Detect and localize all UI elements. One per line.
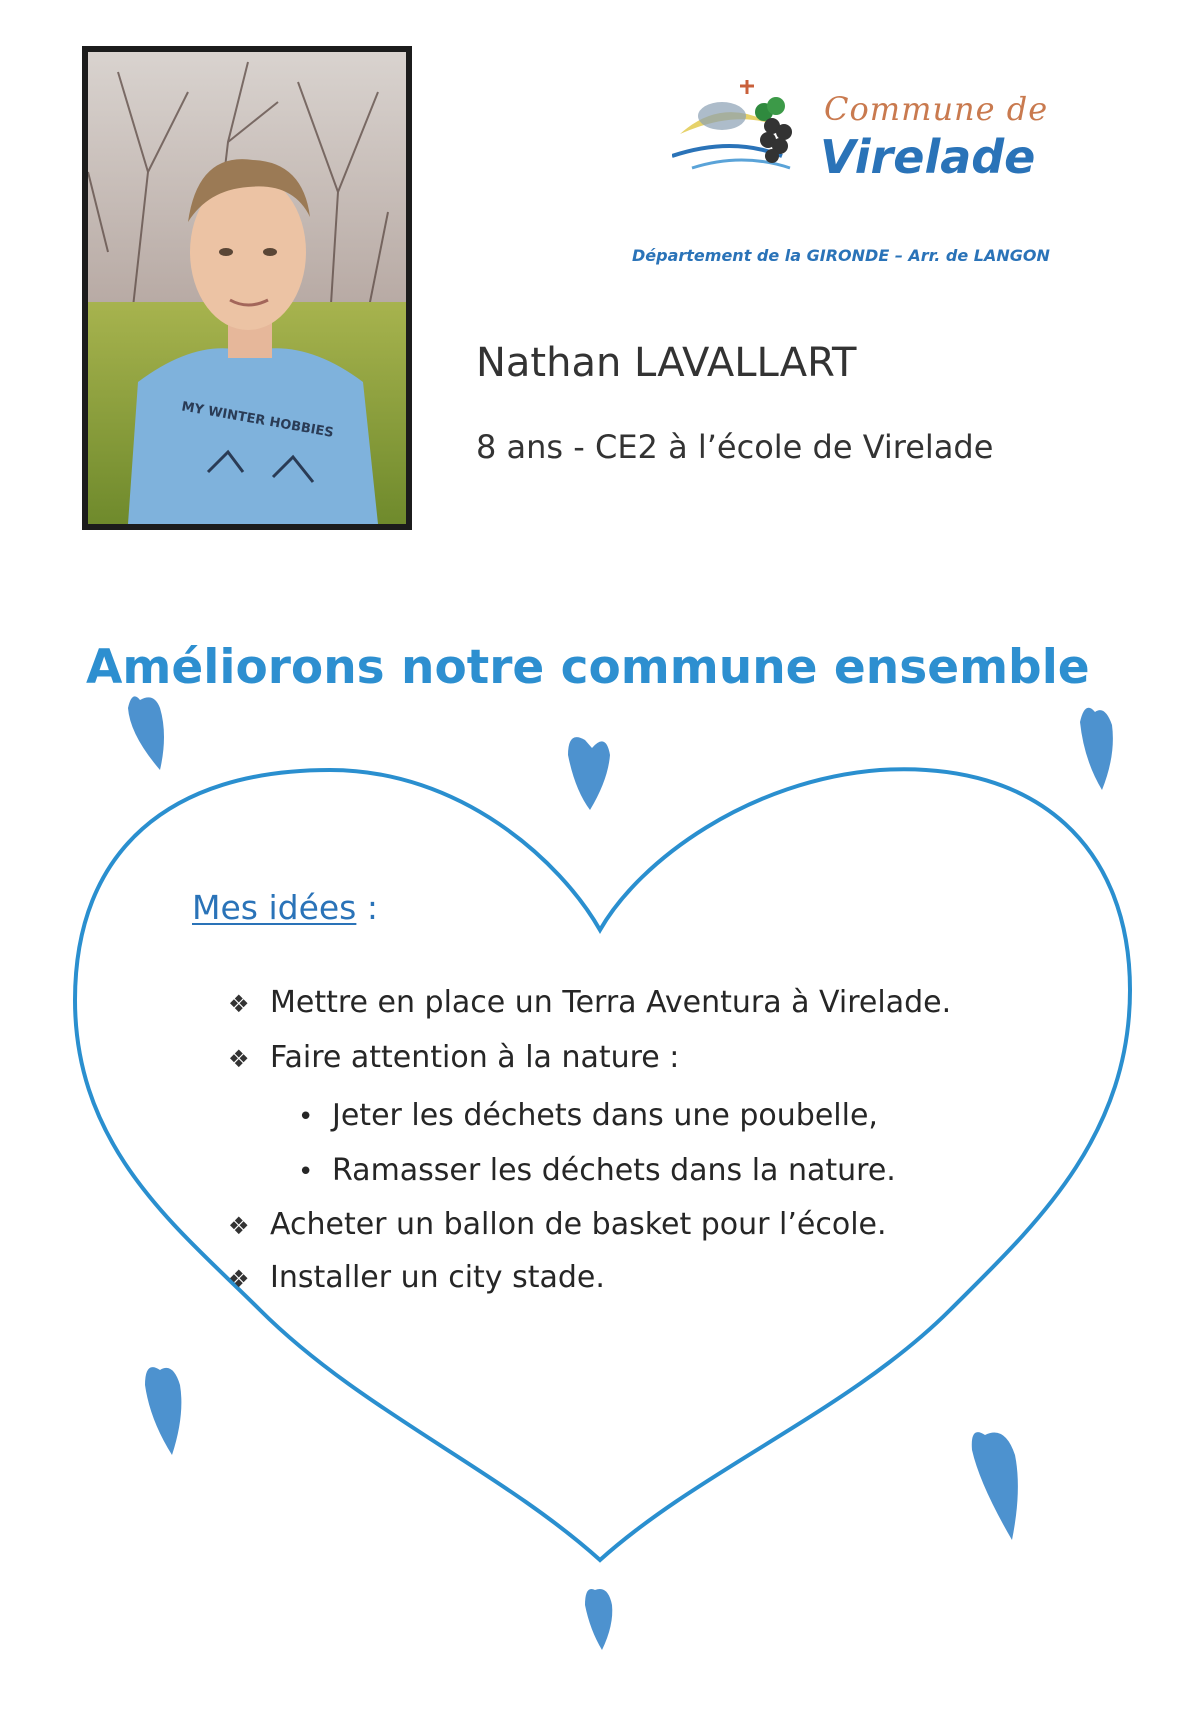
person-details: 8 ans - CE2 à l’école de Virelade — [476, 428, 994, 466]
diamond-bullet-icon: ❖ — [228, 1265, 250, 1293]
sub-idea-text: Ramasser les déchets dans la nature. — [332, 1153, 896, 1188]
dot-bullet-icon: • — [298, 1157, 314, 1187]
dot-bullet-icon: • — [298, 1102, 314, 1132]
drawn-heart-mark — [145, 1367, 181, 1455]
logo-virelade-text: Virelade — [820, 130, 1036, 184]
drawn-heart-mark — [972, 1432, 1018, 1540]
idea-item — [228, 1040, 679, 1075]
idea-item — [228, 1207, 887, 1242]
heart-illustration — [0, 690, 1200, 1710]
portrait-photo — [88, 52, 406, 524]
drawn-heart-mark — [128, 696, 164, 770]
drawn-heart-mark — [585, 1589, 612, 1650]
idea-item — [228, 985, 951, 1020]
idea-text: Faire attention à la nature : — [270, 1040, 680, 1075]
department-line: Département de la GIRONDE – Arr. de LANGON — [632, 246, 1050, 265]
shirt-print-text: MY WINTER HOBBIES — [180, 399, 335, 441]
ideas-title-colon: : — [356, 888, 378, 927]
idea-item — [228, 1260, 605, 1295]
idea-text: Installer un city stade. — [270, 1260, 605, 1295]
person-name: Nathan LAVALLART — [476, 340, 857, 386]
ideas-title-label: Mes idées — [192, 888, 357, 927]
logo-commune-de-text: Commune de — [824, 90, 1049, 128]
ideas-title — [192, 888, 378, 927]
diamond-bullet-icon: ❖ — [228, 1212, 250, 1240]
drawn-heart-mark — [1080, 708, 1113, 790]
grapes-river-emblem-icon — [672, 76, 812, 196]
sub-idea-item — [298, 1153, 896, 1188]
drawn-heart-mark — [568, 737, 610, 810]
idea-text: Mettre en place un Terra Aventura à Virelade. — [270, 985, 952, 1020]
diamond-bullet-icon: ❖ — [228, 1045, 250, 1073]
sub-idea-item — [298, 1098, 878, 1133]
idea-text: Acheter un ballon de basket pour l’école. — [270, 1207, 887, 1242]
diamond-bullet-icon: ❖ — [228, 990, 250, 1018]
commune-logo — [672, 76, 1092, 196]
page-headline: Améliorons notre commune ensemble — [86, 640, 1090, 695]
sub-idea-text: Jeter les déchets dans une poubelle, — [332, 1098, 878, 1133]
portrait-photo-frame — [82, 46, 412, 530]
